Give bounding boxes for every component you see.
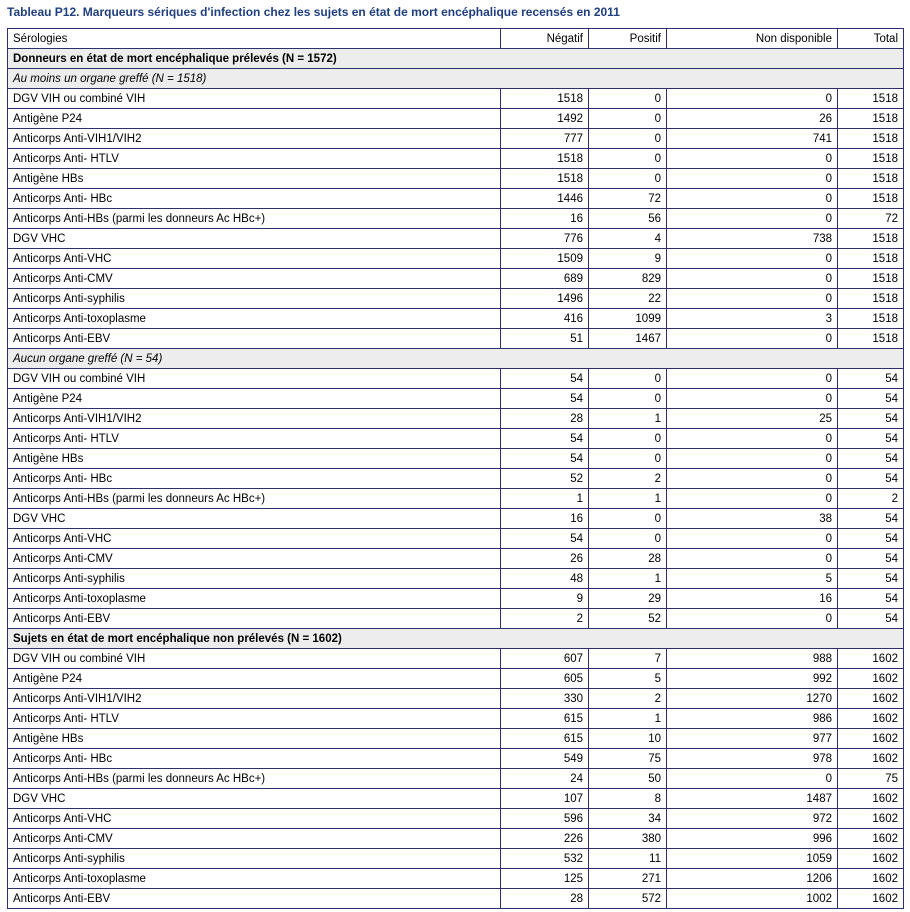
value-cell: 1099 — [589, 309, 667, 329]
value-cell: 1518 — [838, 89, 904, 109]
value-cell: 5 — [667, 569, 838, 589]
row-label-cell: Anticorps Anti-VIH1/VIH2 — [8, 409, 501, 429]
value-cell: 72 — [838, 209, 904, 229]
value-cell: 0 — [667, 389, 838, 409]
value-cell: 330 — [501, 689, 589, 709]
table-row — [8, 129, 904, 149]
row-label-cell: Anticorps Anti-syphilis — [8, 289, 501, 309]
row-label-cell: Anticorps Anti-HBs (parmi les donneurs Ac HBc+) — [8, 209, 501, 229]
value-cell: 48 — [501, 569, 589, 589]
value-cell: 1518 — [838, 169, 904, 189]
value-cell: 0 — [667, 429, 838, 449]
table-row — [8, 589, 904, 609]
table-row — [8, 389, 904, 409]
value-cell: 1602 — [838, 849, 904, 869]
value-cell: 1 — [589, 489, 667, 509]
value-cell: 738 — [667, 229, 838, 249]
row-label-cell: Antigène HBs — [8, 169, 501, 189]
table-row — [8, 809, 904, 829]
value-cell: 1602 — [838, 829, 904, 849]
table-row — [8, 109, 904, 129]
value-cell: 0 — [667, 529, 838, 549]
row-label-cell: Anticorps Anti-VIH1/VIH2 — [8, 689, 501, 709]
value-cell: 26 — [667, 109, 838, 129]
row-label-cell: Anticorps Anti-EBV — [8, 889, 501, 909]
row-label-cell: Anticorps Anti-VHC — [8, 529, 501, 549]
value-cell: 54 — [838, 469, 904, 489]
value-cell: 22 — [589, 289, 667, 309]
row-label-cell: DGV VIH ou combiné VIH — [8, 649, 501, 669]
subsection-header: Aucun organe greffé (N = 54) — [8, 349, 904, 369]
row-label-cell: Anticorps Anti-EBV — [8, 609, 501, 629]
row-label-cell: DGV VIH ou combiné VIH — [8, 89, 501, 109]
table-row — [8, 409, 904, 429]
row-label-cell: Anticorps Anti-CMV — [8, 269, 501, 289]
value-cell: 689 — [501, 269, 589, 289]
value-cell: 1602 — [838, 749, 904, 769]
value-cell: 777 — [501, 129, 589, 149]
value-cell: 25 — [667, 409, 838, 429]
table-row — [8, 289, 904, 309]
value-cell: 75 — [838, 769, 904, 789]
row-label-cell: Anticorps Anti- HTLV — [8, 429, 501, 449]
value-cell: 54 — [838, 389, 904, 409]
value-cell: 2 — [589, 469, 667, 489]
table-row — [8, 149, 904, 169]
value-cell: 607 — [501, 649, 589, 669]
table-row — [8, 749, 904, 769]
table-row — [8, 189, 904, 209]
value-cell: 54 — [838, 449, 904, 469]
section-header-row — [8, 49, 904, 69]
value-cell: 54 — [838, 409, 904, 429]
value-cell: 0 — [667, 249, 838, 269]
value-cell: 54 — [838, 549, 904, 569]
table-row — [8, 89, 904, 109]
value-cell: 28 — [589, 549, 667, 569]
value-cell: 0 — [667, 289, 838, 309]
row-label-cell: Anticorps Anti-toxoplasme — [8, 869, 501, 889]
row-label-cell: Antigène HBs — [8, 729, 501, 749]
value-cell: 9 — [589, 249, 667, 269]
row-label-cell: Anticorps Anti- HBc — [8, 189, 501, 209]
value-cell: 1 — [589, 569, 667, 589]
subsection-header-row — [8, 69, 904, 89]
value-cell: 54 — [501, 529, 589, 549]
value-cell: 1496 — [501, 289, 589, 309]
value-cell: 1467 — [589, 329, 667, 349]
value-cell: 3 — [667, 309, 838, 329]
value-cell: 1 — [589, 409, 667, 429]
value-cell: 0 — [667, 469, 838, 489]
table-row — [8, 569, 904, 589]
row-label-cell: Antigène P24 — [8, 669, 501, 689]
row-label-cell: Anticorps Anti- HBc — [8, 749, 501, 769]
value-cell: 54 — [501, 389, 589, 409]
header-total: Total — [838, 29, 904, 49]
value-cell: 226 — [501, 829, 589, 849]
table-row — [8, 209, 904, 229]
value-cell: 1602 — [838, 709, 904, 729]
value-cell: 992 — [667, 669, 838, 689]
value-cell: 1518 — [838, 249, 904, 269]
value-cell: 28 — [501, 409, 589, 429]
value-cell: 54 — [838, 609, 904, 629]
value-cell: 1059 — [667, 849, 838, 869]
value-cell: 125 — [501, 869, 589, 889]
value-cell: 1518 — [501, 89, 589, 109]
value-cell: 1 — [501, 489, 589, 509]
value-cell: 1518 — [838, 189, 904, 209]
value-cell: 0 — [589, 149, 667, 169]
table-row — [8, 609, 904, 629]
value-cell: 0 — [589, 89, 667, 109]
table-row — [8, 689, 904, 709]
table-row — [8, 489, 904, 509]
value-cell: 2 — [501, 609, 589, 629]
value-cell: 1518 — [838, 109, 904, 129]
row-label-cell: Anticorps Anti-syphilis — [8, 569, 501, 589]
value-cell: 56 — [589, 209, 667, 229]
value-cell: 1487 — [667, 789, 838, 809]
table-row — [8, 729, 904, 749]
value-cell: 54 — [838, 509, 904, 529]
table-row — [8, 249, 904, 269]
value-cell: 1518 — [838, 269, 904, 289]
value-cell: 1492 — [501, 109, 589, 129]
value-cell: 0 — [589, 449, 667, 469]
table-row — [8, 169, 904, 189]
value-cell: 0 — [589, 129, 667, 149]
table-row — [8, 329, 904, 349]
section-header-row — [8, 629, 904, 649]
table-row — [8, 829, 904, 849]
header-row — [8, 29, 904, 49]
table-header — [8, 29, 904, 49]
value-cell: 0 — [667, 269, 838, 289]
row-label-cell: Anticorps Anti-HBs (parmi les donneurs Ac HBc+) — [8, 769, 501, 789]
value-cell: 5 — [589, 669, 667, 689]
table-row — [8, 369, 904, 389]
value-cell: 0 — [667, 449, 838, 469]
value-cell: 0 — [667, 369, 838, 389]
value-cell: 38 — [667, 509, 838, 529]
value-cell: 0 — [667, 769, 838, 789]
value-cell: 7 — [589, 649, 667, 669]
table-row — [8, 849, 904, 869]
value-cell: 380 — [589, 829, 667, 849]
section-header: Sujets en état de mort encéphalique non prélevés (N = 1602) — [8, 629, 904, 649]
value-cell: 0 — [589, 429, 667, 449]
value-cell: 0 — [667, 609, 838, 629]
value-cell: 1602 — [838, 669, 904, 689]
value-cell: 0 — [667, 329, 838, 349]
value-cell: 1 — [589, 709, 667, 729]
value-cell: 1518 — [838, 289, 904, 309]
header-serologies: Sérologies — [8, 29, 501, 49]
value-cell: 72 — [589, 189, 667, 209]
header-negatif: Négatif — [501, 29, 589, 49]
value-cell: 0 — [589, 369, 667, 389]
value-cell: 977 — [667, 729, 838, 749]
value-cell: 0 — [589, 169, 667, 189]
value-cell: 54 — [838, 429, 904, 449]
row-label-cell: DGV VHC — [8, 509, 501, 529]
value-cell: 11 — [589, 849, 667, 869]
value-cell: 1518 — [838, 309, 904, 329]
value-cell: 107 — [501, 789, 589, 809]
value-cell: 1518 — [501, 169, 589, 189]
table-row — [8, 789, 904, 809]
value-cell: 776 — [501, 229, 589, 249]
value-cell: 0 — [667, 189, 838, 209]
row-label-cell: Anticorps Anti- HTLV — [8, 709, 501, 729]
value-cell: 51 — [501, 329, 589, 349]
value-cell: 34 — [589, 809, 667, 829]
value-cell: 1518 — [838, 329, 904, 349]
value-cell: 0 — [667, 489, 838, 509]
row-label-cell: Anticorps Anti- HTLV — [8, 149, 501, 169]
row-label-cell: Antigène P24 — [8, 109, 501, 129]
serology-table — [7, 28, 904, 909]
value-cell: 28 — [501, 889, 589, 909]
table-row — [8, 649, 904, 669]
value-cell: 549 — [501, 749, 589, 769]
value-cell: 54 — [838, 369, 904, 389]
value-cell: 1602 — [838, 789, 904, 809]
table-caption: Tableau P12. Marqueurs sériques d'infection chez les sujets en état de mort encéphalique recensés en 2011 — [7, 5, 620, 19]
value-cell: 1446 — [501, 189, 589, 209]
value-cell: 615 — [501, 709, 589, 729]
value-cell: 996 — [667, 829, 838, 849]
row-label-cell: Anticorps Anti-toxoplasme — [8, 309, 501, 329]
header-non-disponible: Non disponible — [667, 29, 838, 49]
row-label-cell: Anticorps Anti-CMV — [8, 549, 501, 569]
table-row — [8, 869, 904, 889]
value-cell: 1206 — [667, 869, 838, 889]
value-cell: 16 — [667, 589, 838, 609]
value-cell: 1518 — [838, 129, 904, 149]
table-row — [8, 529, 904, 549]
value-cell: 54 — [838, 529, 904, 549]
header-positif: Positif — [589, 29, 667, 49]
value-cell: 572 — [589, 889, 667, 909]
row-label-cell: Anticorps Anti-CMV — [8, 829, 501, 849]
value-cell: 1509 — [501, 249, 589, 269]
value-cell: 0 — [667, 89, 838, 109]
table-row — [8, 709, 904, 729]
value-cell: 741 — [667, 129, 838, 149]
value-cell: 978 — [667, 749, 838, 769]
value-cell: 1602 — [838, 889, 904, 909]
value-cell: 54 — [501, 449, 589, 469]
value-cell: 52 — [589, 609, 667, 629]
value-cell: 1602 — [838, 869, 904, 889]
value-cell: 54 — [501, 429, 589, 449]
row-label-cell: Antigène P24 — [8, 389, 501, 409]
value-cell: 0 — [667, 209, 838, 229]
value-cell: 416 — [501, 309, 589, 329]
value-cell: 8 — [589, 789, 667, 809]
row-label-cell: Anticorps Anti- HBc — [8, 469, 501, 489]
value-cell: 0 — [667, 169, 838, 189]
value-cell: 50 — [589, 769, 667, 789]
row-label-cell: Antigène HBs — [8, 449, 501, 469]
value-cell: 596 — [501, 809, 589, 829]
value-cell: 1602 — [838, 809, 904, 829]
value-cell: 29 — [589, 589, 667, 609]
row-label-cell: Anticorps Anti-VHC — [8, 249, 501, 269]
value-cell: 972 — [667, 809, 838, 829]
row-label-cell: Anticorps Anti-VIH1/VIH2 — [8, 129, 501, 149]
row-label-cell: Anticorps Anti-HBs (parmi les donneurs Ac HBc+) — [8, 489, 501, 509]
value-cell: 0 — [589, 389, 667, 409]
table-row — [8, 229, 904, 249]
value-cell: 54 — [838, 569, 904, 589]
value-cell: 16 — [501, 209, 589, 229]
value-cell: 26 — [501, 549, 589, 569]
section-header: Donneurs en état de mort encéphalique prélevés (N = 1572) — [8, 49, 904, 69]
value-cell: 1602 — [838, 689, 904, 709]
table-body — [8, 49, 904, 909]
value-cell: 1270 — [667, 689, 838, 709]
value-cell: 605 — [501, 669, 589, 689]
value-cell: 0 — [667, 149, 838, 169]
value-cell: 4 — [589, 229, 667, 249]
value-cell: 1602 — [838, 729, 904, 749]
row-label-cell: Anticorps Anti-syphilis — [8, 849, 501, 869]
value-cell: 75 — [589, 749, 667, 769]
value-cell: 9 — [501, 589, 589, 609]
table-row — [8, 269, 904, 289]
table-row — [8, 549, 904, 569]
value-cell: 0 — [589, 109, 667, 129]
row-label-cell: DGV VHC — [8, 789, 501, 809]
value-cell: 532 — [501, 849, 589, 869]
table-row — [8, 429, 904, 449]
value-cell: 986 — [667, 709, 838, 729]
value-cell: 54 — [501, 369, 589, 389]
table-row — [8, 309, 904, 329]
value-cell: 2 — [838, 489, 904, 509]
value-cell: 24 — [501, 769, 589, 789]
value-cell: 1602 — [838, 649, 904, 669]
value-cell: 0 — [589, 529, 667, 549]
row-label-cell: Anticorps Anti-VHC — [8, 809, 501, 829]
value-cell: 1518 — [501, 149, 589, 169]
table-row — [8, 889, 904, 909]
value-cell: 829 — [589, 269, 667, 289]
subsection-header-row — [8, 349, 904, 369]
value-cell: 54 — [838, 589, 904, 609]
row-label-cell: DGV VIH ou combiné VIH — [8, 369, 501, 389]
row-label-cell: Anticorps Anti-EBV — [8, 329, 501, 349]
value-cell: 615 — [501, 729, 589, 749]
value-cell: 1518 — [838, 149, 904, 169]
value-cell: 1002 — [667, 889, 838, 909]
table-row — [8, 449, 904, 469]
value-cell: 16 — [501, 509, 589, 529]
table-row — [8, 669, 904, 689]
value-cell: 0 — [589, 509, 667, 529]
value-cell: 2 — [589, 689, 667, 709]
value-cell: 52 — [501, 469, 589, 489]
table-row — [8, 769, 904, 789]
value-cell: 0 — [667, 549, 838, 569]
value-cell: 1518 — [838, 229, 904, 249]
value-cell: 271 — [589, 869, 667, 889]
value-cell: 988 — [667, 649, 838, 669]
table-row — [8, 469, 904, 489]
value-cell: 10 — [589, 729, 667, 749]
row-label-cell: Anticorps Anti-toxoplasme — [8, 589, 501, 609]
subsection-header: Au moins un organe greffé (N = 1518) — [8, 69, 904, 89]
row-label-cell: DGV VHC — [8, 229, 501, 249]
table-row — [8, 509, 904, 529]
